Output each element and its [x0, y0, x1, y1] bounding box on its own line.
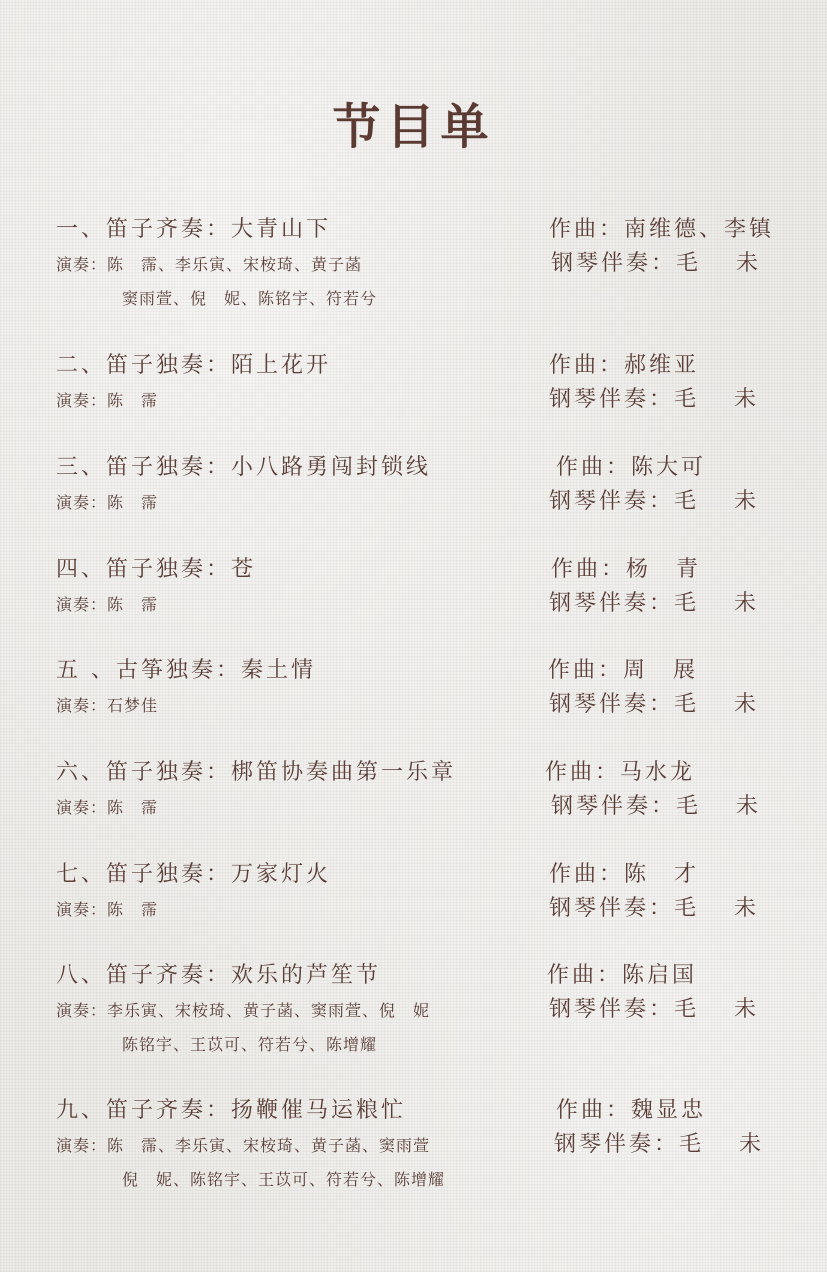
performers: [56, 893, 158, 927]
piano-accompanist: 钢琴伴奏：毛 未: [549, 997, 759, 1022]
composer: 作曲：马水龙: [545, 760, 696, 785]
piano-accompanist: 钢琴伴奏：毛 未: [549, 489, 759, 514]
performers: [56, 1129, 445, 1197]
piece-title: 一、笛子齐奏：大青山下: [56, 217, 332, 242]
performers-line-1: 演奏：李乐寅、宋桉琦、黄子菡、窦雨萱、倪 妮: [56, 1001, 431, 1020]
performers: [56, 384, 158, 418]
performers: [56, 689, 158, 723]
performers: [56, 994, 430, 1062]
performers: [56, 486, 158, 520]
performers-line-1: 演奏：陈 霈: [56, 798, 159, 817]
performers-line-1: 演奏：陈 霈、李乐寅、宋桉琦、黄子菡、窦雨萱: [56, 1136, 431, 1155]
piano-accompanist: 钢琴伴奏：毛 未: [554, 1132, 764, 1157]
piece-title: 九、笛子齐奏：扬鞭催马运粮忙: [56, 1098, 407, 1123]
piece-title: 二、笛子独奏：陌上花开: [56, 353, 332, 378]
performers-line-2: 倪 妮、陈铭宇、王苡可、符若兮、陈增耀: [122, 1170, 446, 1189]
performers: [56, 248, 377, 316]
performers-line-2: 窦雨萱、倪 妮、陈铭宇、符若兮: [122, 289, 378, 308]
composer: 作曲：南维德、李镇: [549, 217, 775, 242]
piece-title: 四、笛子独奏：苍: [56, 557, 257, 582]
performers-line-1: 演奏：石梦佳: [56, 696, 159, 715]
performers-line-1: 演奏：陈 霈: [56, 900, 159, 919]
composer: 作曲：陈 才: [549, 862, 700, 887]
composer: 作曲：陈启国: [547, 963, 698, 988]
page-title: 节目单: [332, 99, 495, 155]
composer: 作曲：周 展: [548, 658, 699, 683]
piece-title: 三、笛子独奏：小八路勇闯封锁线: [56, 455, 432, 480]
piano-accompanist: 钢琴伴奏：毛 未: [551, 794, 761, 819]
piano-accompanist: 钢琴伴奏：毛 未: [549, 387, 759, 412]
performers: [56, 588, 158, 622]
piece-title: 七、笛子独奏：万家灯火: [56, 862, 332, 887]
piano-accompanist: 钢琴伴奏：毛 未: [549, 591, 759, 616]
piece-title: 五 、古筝独奏：秦土情: [56, 658, 316, 683]
performers-line-2: 陈铭宇、王苡可、符若兮、陈增耀: [122, 1035, 378, 1054]
composer: 作曲：陈大可: [556, 455, 707, 480]
performers-line-1: 演奏：陈 霈: [56, 391, 159, 410]
composer: 作曲：杨 青: [551, 557, 702, 582]
performers-line-1: 演奏：陈 霈、李乐寅、宋桉琦、黄子菡: [56, 255, 363, 274]
performers-line-1: 演奏：陈 霈: [56, 493, 159, 512]
performers-line-1: 演奏：陈 霈: [56, 595, 159, 614]
performers: [56, 791, 158, 825]
piano-accompanist: 钢琴伴奏：毛 未: [549, 692, 759, 717]
composer: 作曲：郝维亚: [549, 353, 700, 378]
composer: 作曲：魏显忠: [556, 1098, 707, 1123]
piece-title: 八、笛子齐奏：欢乐的芦笙节: [56, 963, 382, 988]
piece-title: 六、笛子独奏：梆笛协奏曲第一乐章: [56, 760, 457, 785]
piano-accompanist: 钢琴伴奏：毛 未: [551, 251, 761, 276]
piano-accompanist: 钢琴伴奏：毛 未: [549, 896, 759, 921]
